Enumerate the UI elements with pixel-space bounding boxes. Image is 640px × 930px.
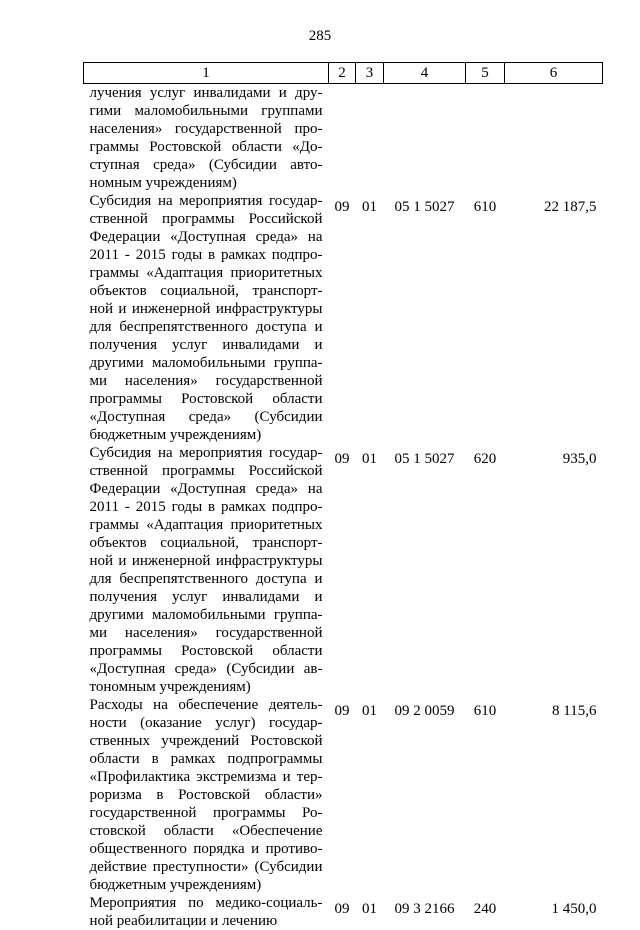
- description-line: области в рамках подпрограммы: [89, 751, 323, 767]
- description-line: Субсидия на мероприятия государ-: [89, 445, 323, 461]
- expense-type-code: 620: [473, 451, 497, 467]
- description-line: ственной программы Российской: [89, 211, 323, 227]
- amount: [505, 84, 603, 193]
- budget-table: [83, 62, 603, 930]
- description-line: граммы «Адаптация приоритетных: [89, 517, 323, 533]
- description-line: лучения услуг инвалидами и дру-: [89, 85, 323, 101]
- row-description: [84, 894, 329, 930]
- target-article-code: 09 3 2166: [394, 901, 455, 917]
- description-line: получения услуг инвалидами и: [89, 337, 323, 353]
- description-line: Федерации «Доступная среда» на: [89, 481, 323, 497]
- description-line: «Профилактика экстремизма и тер-: [89, 769, 323, 785]
- description-line: 2011 - 2015 годы в рамках подпро-: [89, 499, 323, 515]
- description-line: роризма в Ростовской области»: [89, 787, 323, 803]
- description-line: для беспрепятственного доступа и: [89, 571, 323, 587]
- target-article-code: 09 2 0059: [394, 703, 455, 719]
- description-line: «Доступная среда» (Субсидии: [89, 409, 323, 425]
- description-line: другими маломобильными группа-: [89, 355, 323, 371]
- description-line: тономным учреждениям): [89, 679, 251, 695]
- description-line: 2011 - 2015 годы в рамках подпро-: [89, 247, 323, 263]
- description-line: Расходы на обеспечение деятель-: [89, 697, 323, 713]
- description-line: ственной программы Российской: [89, 463, 323, 479]
- header-col-4: 4: [384, 63, 466, 84]
- expense-type-code: 240: [473, 901, 497, 917]
- table-header-row: [84, 63, 603, 84]
- description-line: объектов социальной, транспорт-: [89, 283, 323, 299]
- description-line: граммы «Адаптация приоритетных: [89, 265, 323, 281]
- row-description: [84, 696, 329, 894]
- amount: 8 115,6: [552, 703, 597, 719]
- description-line: номным учреждениям): [89, 175, 237, 191]
- description-line: бюджетным учреждениям): [89, 877, 262, 893]
- description-line: программы Ростовской области: [89, 643, 323, 659]
- description-line: для беспрепятственного доступа и: [89, 319, 323, 335]
- description-line: действие преступности» (Субсидии: [89, 859, 323, 875]
- section-code: [329, 84, 356, 193]
- description-line: ственных учреждений Ростовской: [89, 733, 323, 749]
- description-line: ности (оказание услуг) государ-: [89, 715, 323, 731]
- amount: 22 187,5: [544, 199, 597, 215]
- description-line: населения» государственной про-: [89, 121, 323, 137]
- row-description: [84, 84, 329, 193]
- header-col-6: 6: [505, 63, 603, 84]
- description-line: другими маломобильными группа-: [89, 607, 323, 623]
- section-code: 09: [334, 199, 350, 215]
- amount: 1 450,0: [551, 901, 597, 917]
- table-row: [84, 192, 603, 444]
- target-article-code: 05 1 5027: [394, 451, 455, 467]
- subsection-code: [356, 84, 384, 193]
- subsection-code: 01: [362, 451, 377, 467]
- table-row: [84, 894, 603, 930]
- table-row: [84, 84, 603, 193]
- description-line: ми населения» государственной: [89, 373, 323, 389]
- description-line: ной и инженерной инфраструктуры: [89, 553, 323, 569]
- table-row: [84, 696, 603, 894]
- subsection-code: 01: [362, 901, 377, 917]
- description-line: ной и инженерной инфраструктуры: [89, 301, 323, 317]
- description-line: граммы Ростовской области «До-: [89, 139, 323, 155]
- expense-type-code: [466, 84, 505, 193]
- subsection-code: 01: [362, 199, 377, 215]
- header-col-2: 2: [329, 63, 356, 84]
- description-line: ной реабилитации и лечению: [89, 913, 278, 929]
- section-code: 09: [334, 703, 350, 719]
- row-description: [84, 192, 329, 444]
- row-description: [84, 444, 329, 696]
- description-line: государственной программы Ро-: [89, 805, 323, 821]
- description-line: Мероприятия по медико-социаль-: [89, 895, 323, 911]
- amount: 935,0: [562, 451, 597, 467]
- header-col-1: 1: [84, 63, 329, 84]
- description-line: объектов социальной, транспорт-: [89, 535, 323, 551]
- subsection-code: 01: [362, 703, 377, 719]
- description-line: Федерации «Доступная среда» на: [89, 229, 323, 245]
- description-line: гими маломобильными группами: [89, 103, 323, 119]
- expense-type-code: 610: [473, 199, 497, 215]
- header-col-3: 3: [356, 63, 384, 84]
- section-code: 09: [334, 451, 350, 467]
- section-code: 09: [334, 901, 350, 917]
- header-col-5: 5: [466, 63, 505, 84]
- target-article-code: 05 1 5027: [394, 199, 455, 215]
- description-line: ступная среда» (Субсидии авто-: [89, 157, 323, 173]
- page-number: 285: [308, 28, 332, 44]
- description-line: «Доступная среда» (Субсидии ав-: [89, 661, 323, 677]
- description-line: Субсидия на мероприятия государ-: [89, 193, 323, 209]
- description-line: общественного порядка и противо-: [89, 841, 323, 857]
- description-line: бюджетным учреждениям): [89, 427, 262, 443]
- description-line: ми населения» государственной: [89, 625, 323, 641]
- description-line: программы Ростовской области: [89, 391, 323, 407]
- target-article-code: [384, 84, 466, 193]
- description-line: стовской области «Обеспечение: [89, 823, 323, 839]
- expense-type-code: 610: [473, 703, 497, 719]
- description-line: получения услуг инвалидами и: [89, 589, 323, 605]
- table-row: [84, 444, 603, 696]
